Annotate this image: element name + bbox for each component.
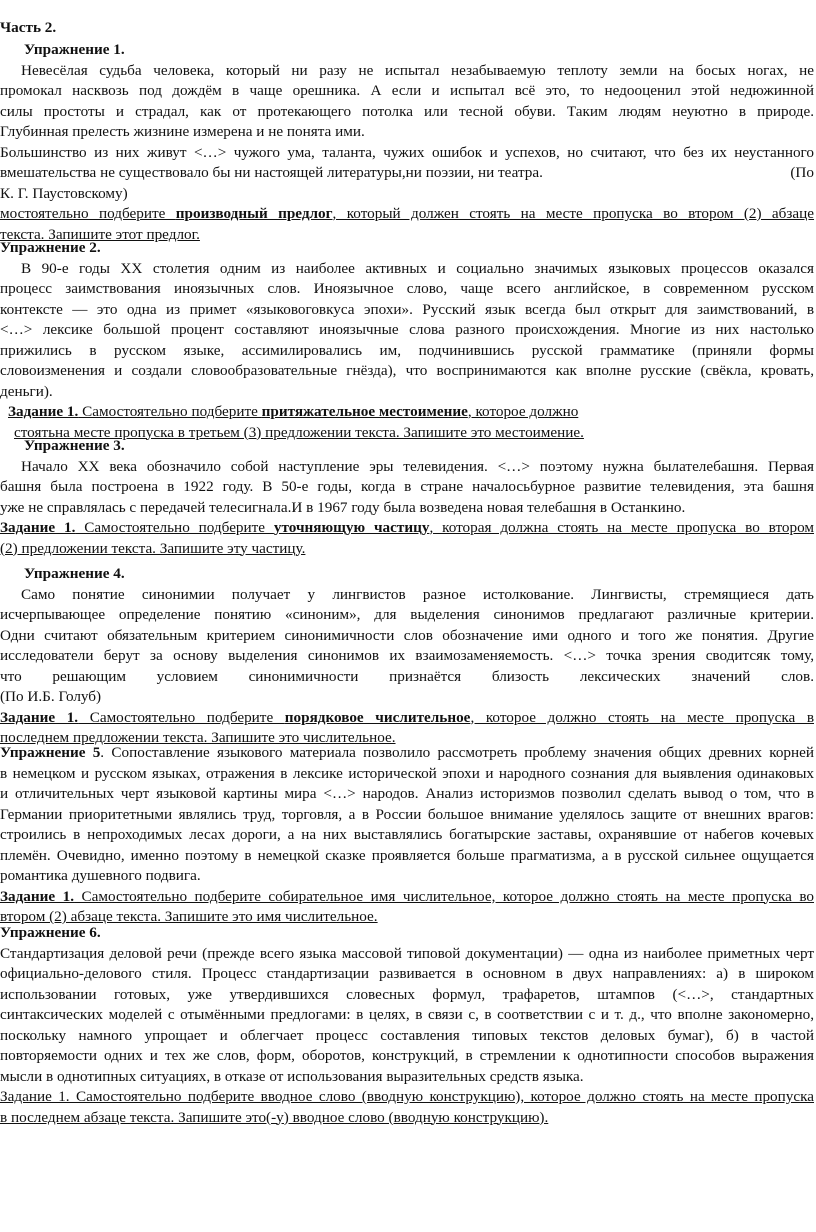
exercise-1-line: силы простоты и страдал, как от протекающего потолка или тесной обуви. Таким людям неуютно в природе. <box>0 102 814 120</box>
exercise-4-line: Само понятие синонимии получает у лингвистов разное истолкование. Лингвисты, стремящиеся дать <box>21 585 814 603</box>
exercise-2-line: <…> лексике большой процент составляют иноязычные слова разного происхождения. Многие из них настолько <box>0 321 814 338</box>
exercise-4-line: что решающим условием синонимичности признаётся близость лексических значений слов. <box>0 667 814 685</box>
exercise-5-heading: Упражнение 5 <box>0 744 101 761</box>
exercise-5-line-text: . Сопоставление языкового материала позволило рассмотреть проблему значения общих древних корней <box>100 744 815 761</box>
task-text: Самостоятельно подберите <box>78 708 285 726</box>
task-text: , которая должна стоять на месте пропуска во втором <box>429 519 815 536</box>
task-keyword: производный предлог <box>175 205 333 222</box>
exercise-1-line-text: вмешательства не существовало бы ни настоящей литературы,ни поэзии, ни театра. <box>0 164 543 181</box>
exercise-6-task-line: Задание 1. Самостоятельно подберите вводное слово (вводную конструкцию), которое должно стоять на месте пропуска <box>0 1088 814 1105</box>
exercise-5 <box>0 743 814 928</box>
exercise-4-line: Одни считают обязательным критерием синонимичности слов обозначение ими одного и того же понятия. Другие <box>0 626 814 644</box>
exercise-3-line: Начало XX века обозначило собой наступление эры телевидения. <…> поэтому нужна былателебашня. Первая <box>21 457 814 475</box>
task-label: Задание 1. <box>0 887 75 905</box>
task-text: мостоятельно подберите <box>0 205 176 222</box>
task-text: Самостоятельно подберите собирательное имя числительное, которое должно стоять на месте пропуска во <box>74 887 814 905</box>
exercise-3-task-line: (2) предложении текста. Запишите эту частицу. <box>0 539 306 557</box>
task-text: , который должен стоять на месте пропуска во втором (2) абзаце <box>332 205 815 222</box>
exercise-1-line <box>0 163 814 184</box>
exercise-5-task-line: втором (2) абзаце текста. Запишите это имя числительное. <box>0 908 378 925</box>
task-text: , которое должно стоять на месте пропуска в <box>470 708 814 726</box>
exercise-2-heading: Упражнение 2. <box>0 239 101 256</box>
exercise-5-line <box>0 743 814 764</box>
task-keyword: порядковое числительное <box>284 708 471 726</box>
exercise-1-attribution-start: (По <box>790 164 814 181</box>
exercise-1-line: Невесёлая судьба человека, который ни разу не испытал незабываемую теплоту земли на босых ногах, не <box>21 61 814 79</box>
exercise-3-line: башня была построена в 1922 году. В 50-е годы, когда в стране началосьбурное развитие телевидения, эта башня <box>0 478 814 495</box>
exercise-2-line: В 90-е годы XX столетия одним из наиболее активных и социально значимых языковых процессов оказался <box>21 259 814 277</box>
exercise-6-line: Стандартизация деловой речи (прежде всего языка массовой типовой документации) — одна из наиболее приметных черт <box>0 944 814 962</box>
exercise-5-line: Германии приоритетными являлись труд, торговля, а в России большое внимание уделялось защите от внешних врагов: <box>0 805 814 823</box>
part-title-block <box>0 18 814 39</box>
exercise-1-line: Глубинная прелесть жизнине измерена и не понята ими. <box>0 123 365 140</box>
exercise-5-line: племён. Очевидно, именно поэтому в немецкой сказке проявляется больше прагматизма, а в русской сильнее ощущается <box>0 846 814 864</box>
exercise-4-task-line <box>0 708 814 729</box>
task-text: Самостоятельно подберите <box>78 403 262 420</box>
exercise-2-line: контексте — это одна из примет «языковоговкуса эпохи». Русский язык всегда был открыт для заимствований, в <box>0 300 814 318</box>
exercise-5-line: и отличительных черт языковой картины мира <…> народов. Анализ историзмов позволил сделать вывод о том, что в <box>0 785 814 802</box>
exercise-2-line: деньги). <box>0 382 53 400</box>
exercise-3-task-line <box>0 518 814 539</box>
exercise-2-line: процесс заимствования иноязычных слов. Иноязычное слово, чаще всего английское, в современном русском <box>0 280 814 297</box>
exercise-6-line: использовании готовых, уже утвердившихся словесных формул, трафаретов, штампов (<…>, стандартных <box>0 985 814 1003</box>
exercise-2-line: словоизменения и создали словообразовательные гнёзда), что воспринимаются как вполне русские (свёкла, кровать, <box>0 362 814 379</box>
exercise-6-line: синтаксических моделей с отымёнными предлогами: в целях, в связи с, в соответствии с и т. д., что вполне закономерно, <box>0 1006 814 1023</box>
part-title: Часть 2. <box>0 19 57 36</box>
exercise-4-line: (По И.Б. Голуб) <box>0 688 102 705</box>
exercise-5-task-line <box>0 887 814 908</box>
exercise-5-line: строились в непроходимых лесах дороги, а на них выставлялись богатырские заставы, охранявшие от набегов кочевых <box>0 826 814 843</box>
exercise-6-line: официально-делового стиля. Процесс стандартизации развивается в основном в двух направлениях: а) в широком <box>0 965 814 982</box>
exercise-3-heading: Упражнение 3. <box>24 437 125 454</box>
exercise-6-line: повторяемости одних и тех же слов, форм, оборотов, конструкций, в стремлении к однотипности способов выражения <box>0 1047 814 1064</box>
exercise-4-task-line: последнем предложении текста. Запишите это числительное. <box>0 729 396 746</box>
exercise-3-line: уже не справлялась с передачей телесигнала.И в 1967 году была возведена новая телебашня в Останкино. <box>0 498 686 516</box>
exercise-1-heading: Упражнение 1. <box>24 41 125 58</box>
exercise-1-attribution: К. Г. Паустовскому) <box>0 184 128 202</box>
exercise-1-task-line <box>0 204 814 225</box>
exercise-2 <box>0 238 814 443</box>
exercise-3 <box>0 436 814 559</box>
task-keyword: притяжательное местоимение <box>261 403 468 420</box>
exercise-2-line: прижились в русском языке, ассимилировались им, подчинившись русской грамматике (приняли формы <box>0 341 814 359</box>
exercise-1-line: промокал насквозь под дождём в чаще орешника. А если и испытал всё это, то недооценил этой недюжинной <box>0 82 814 99</box>
exercise-5-line: романтика душевного подвига. <box>0 867 201 884</box>
exercise-1-line: Большинство из них живут <…> чужого ума, таланта, чужих ошибок и успехов, но считают, что без их неустанного <box>0 143 814 161</box>
task-label: Задание 1. <box>0 708 79 726</box>
task-text: , которое должно <box>467 403 579 420</box>
exercise-6 <box>0 923 814 1128</box>
exercise-2-task-line: стоятьна месте пропуска в третьем (3) предложении текста. Запишите это местоимение. <box>14 423 584 441</box>
exercise-6-line: поскольку намного упрощает и облегчает процесс составления типовых текстов деловых бумаг), б) в частой <box>0 1026 814 1044</box>
exercise-4 <box>0 564 814 749</box>
task-label: Задание 1. <box>8 403 79 420</box>
exercise-6-line: мысли в однотипных ситуациях, в отказе от использования выразительных средств языка. <box>0 1067 584 1085</box>
task-text: Самостоятельно подберите <box>75 519 274 536</box>
exercise-4-line: исчерпывающее определение понятию «синоним», для выделения синонимов предлагают различные критерии. <box>0 606 814 623</box>
exercise-1 <box>0 40 814 245</box>
exercise-1-task-line: текста. Запишите этот предлог. <box>0 225 200 243</box>
exercise-5-line: в немецком и русском языках, отражения в лексике исторической эпохи и народного сознания для выявления одинаковых <box>0 764 814 782</box>
task-label: Задание 1. <box>0 519 76 536</box>
exercise-6-heading: Упражнение 6. <box>0 924 101 941</box>
exercise-2-task-line <box>0 402 658 423</box>
task-keyword: уточняющую частицу <box>273 519 430 536</box>
exercise-4-line: исследователи берут за основу выделения синонимов их взаимозаменяемость. <…> точка зрения сводитсяк тому, <box>0 647 814 664</box>
exercise-4-heading: Упражнение 4. <box>24 565 125 582</box>
exercise-6-task-line: в последнем абзаце текста. Запишите это(-у) вводное слово (вводную конструкцию). <box>0 1108 549 1126</box>
